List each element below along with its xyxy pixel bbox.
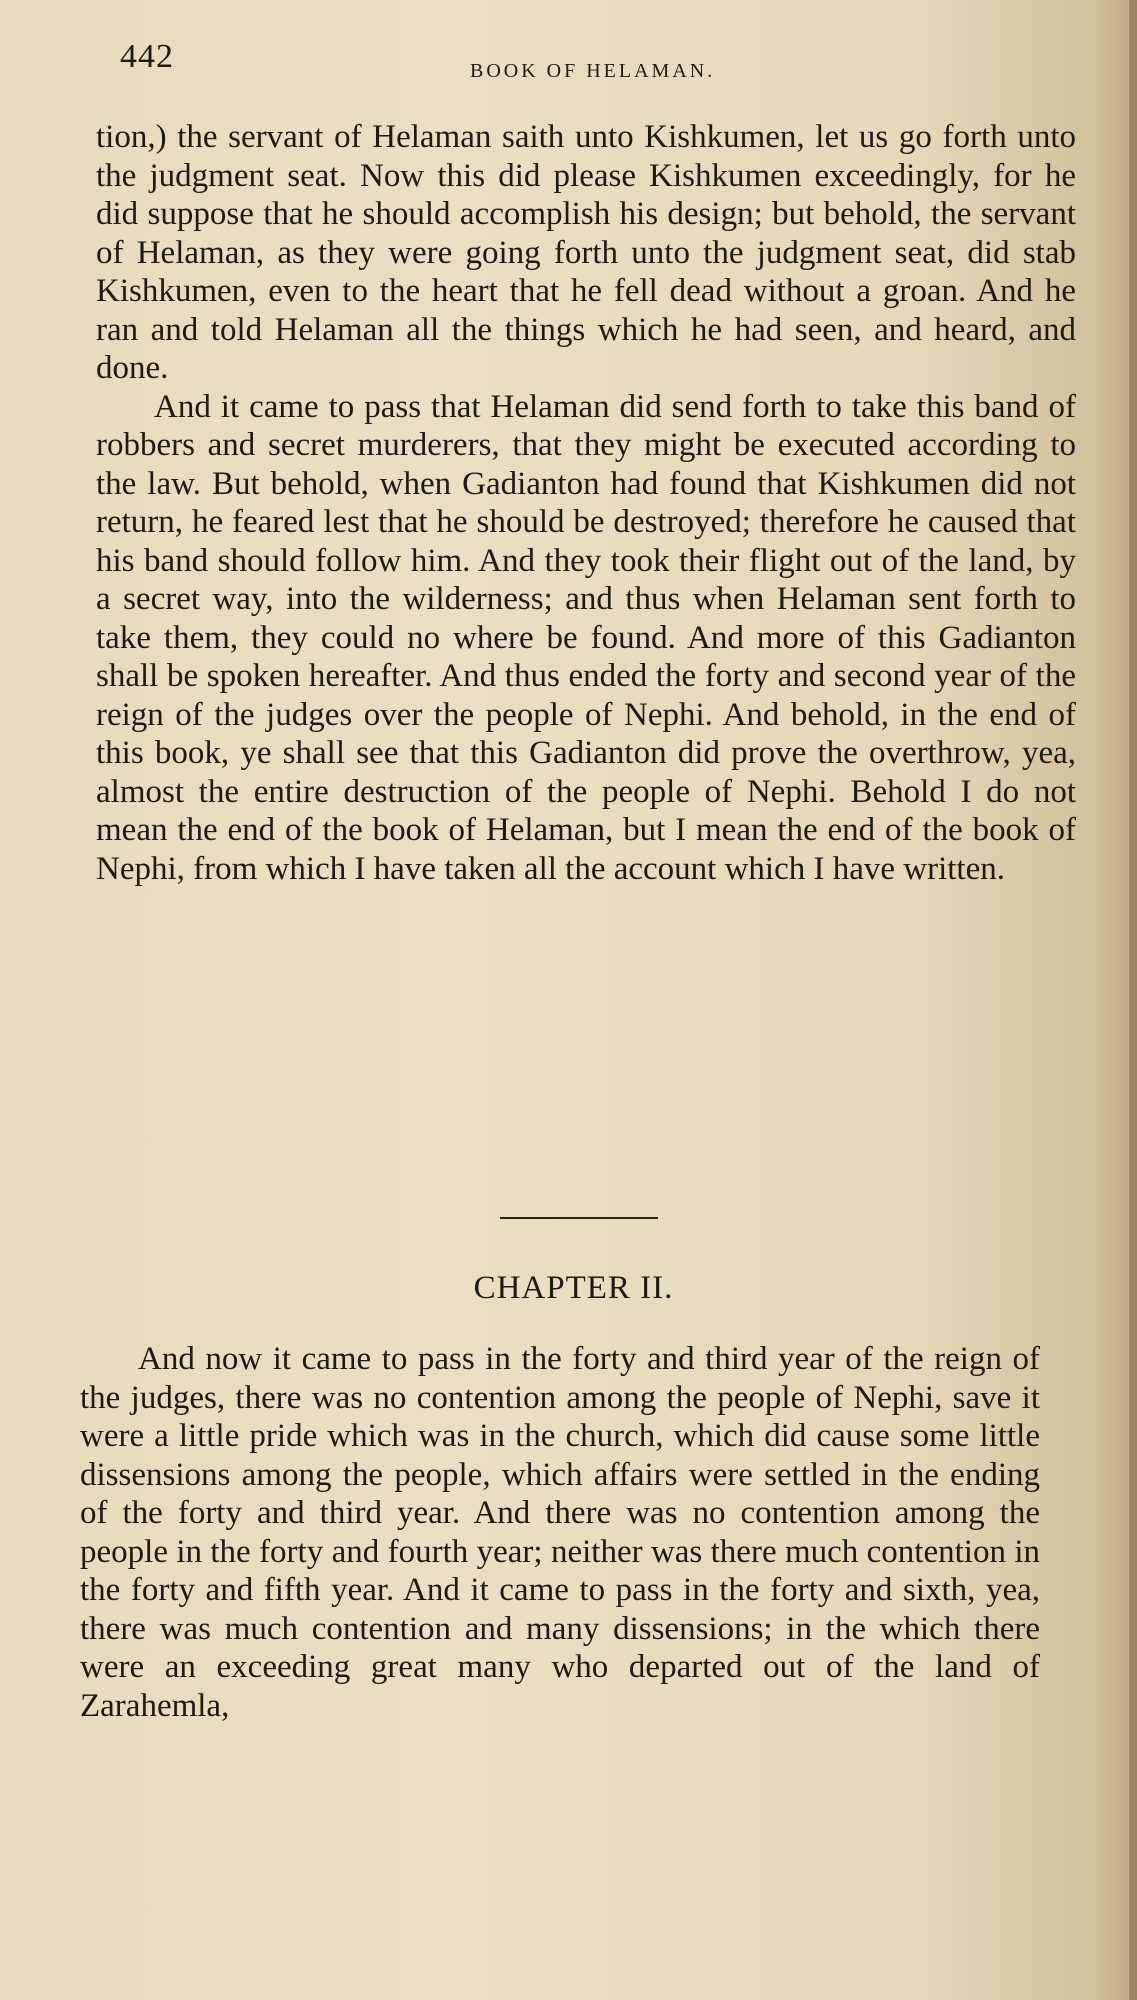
chapter-heading: CHAPTER II. — [473, 1270, 674, 1306]
chapter-one-text — [96, 118, 1076, 888]
page-edge-shadow — [1129, 0, 1137, 2000]
running-head: BOOK OF HELAMAN. — [470, 60, 716, 82]
paragraph: And now it came to pass in the forty and third year of the reign of the judges, there was no contention among the people of Nephi, save it were a little pride which was in the church, which did cause some little dissensions among the people, which affairs were settled in the ending of the forty and third year. And there was no contention among the people in the forty and fourth year; neither was there much contention in the forty and fifth year. And it came to pass in the forty and sixth, yea, there was much contention and many dissensions; in the which there were an exceeding great many who departed out of the land of Zarahemla, — [80, 1341, 1040, 1724]
section-divider-rule — [500, 1217, 658, 1219]
page-number: 442 — [120, 38, 174, 75]
chapter-two-text — [80, 1340, 1040, 1725]
page-header — [120, 38, 1080, 88]
paragraph-continuation: tion,) the servant of Helaman saith unto Kishkumen, let us go forth unto the judgment seat. Now this did please Kishkumen exceedingly, for he did suppose that he should accomplish his design; but behold, the servant of Helaman, as they were going forth unto the judgment seat, did stab Kishkumen, even to the heart that he fell dead without a groan. And he ran and told Helaman all the things which he had seen, and heard, and done. — [96, 119, 1076, 386]
paragraph: And it came to pass that Helaman did send forth to take this band of robbers and secret murderers, that they might be executed according to the law. But behold, when Gadianton had found that Kishkumen did not return, he feared lest that he should be destroyed; therefore he caused that his band should follow him. And they took their flight out of the land, by a secret way, into the wilderness; and thus when Helaman sent forth to take them, they could no where be found. And more of this Gadianton shall be spoken hereafter. And thus ended the forty and second year of the reign of the judges over the people of Nephi. And behold, in the end of this book, ye shall see that this Gadianton did prove the overthrow, yea, almost the entire destruction of the people of Nephi. Behold I do not mean the end of the book of Helaman, but I mean the end of the book of Nephi, from which I have taken all the account which I have written. — [96, 388, 1076, 887]
